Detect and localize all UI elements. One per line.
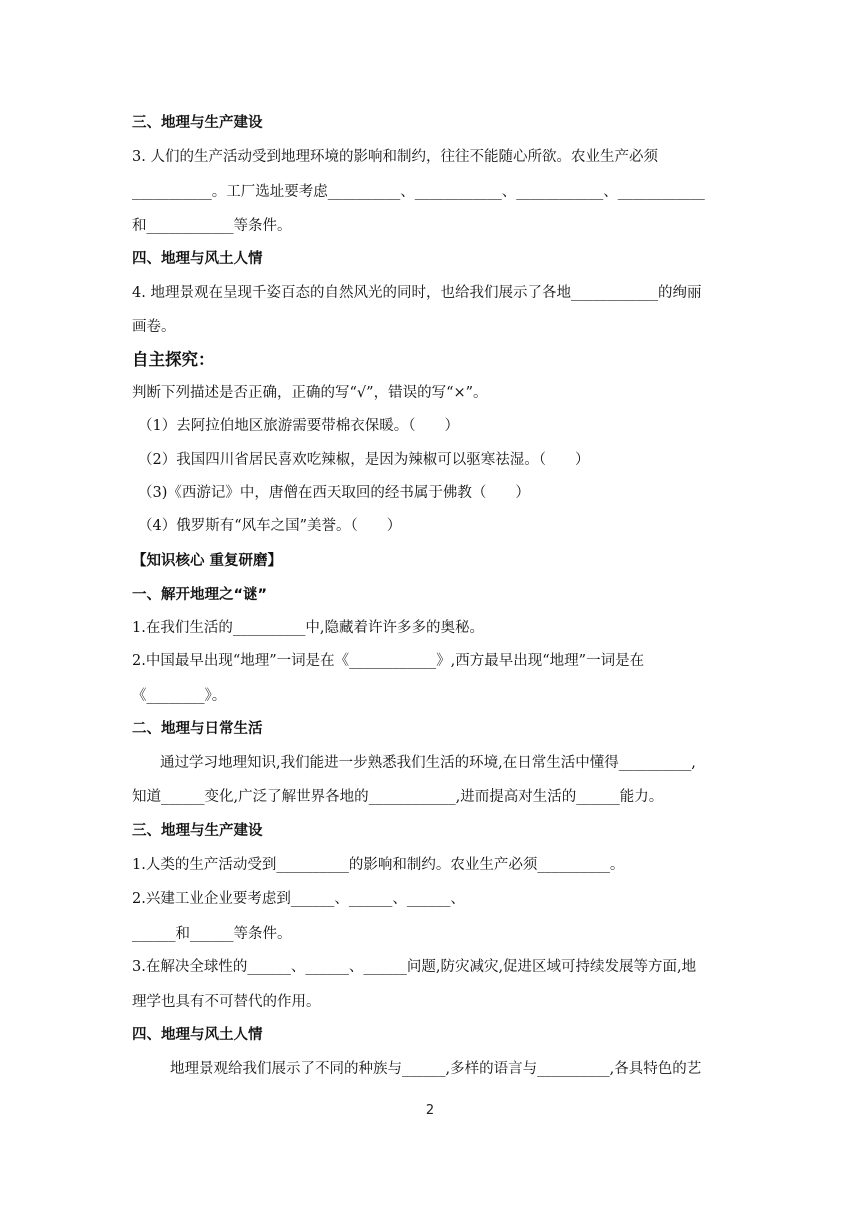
- daily-life-line-2: 知道______变化,广泛了解世界各地的____________,进而提高对生活的______能力。: [132, 789, 664, 805]
- page-number: 2: [425, 1103, 435, 1118]
- question-4-line-2: 画卷。: [132, 319, 176, 335]
- self-study-heading: 自主探究：: [132, 350, 215, 369]
- production-item-2-line-1: 2.兴建工业企业要考虑到______、______、______、: [132, 891, 465, 907]
- question-3-line-1: 3. 人们的生产活动受到地理环境的影响和制约，往往不能随心所欲。农业生产必须: [132, 149, 658, 165]
- judgement-instruction: 判断下列描述是否正确，正确的写“√”，错误的写“×”。: [132, 385, 488, 401]
- judgement-item-2: （2）我国四川省居民喜欢吃辣椒，是因为辣椒可以驱寒祛湿。（ ）: [138, 452, 590, 468]
- section-heading-mystery: 一、解开地理之“谜”: [132, 587, 268, 603]
- question-3-line-2: ___________。工厂选址要考虑__________、____________、____________、____________: [132, 184, 705, 200]
- production-item-3-line-2: 理学也具有不可替代的作用。: [132, 994, 321, 1010]
- production-item-2-line-2: ______和______等条件。: [132, 926, 292, 942]
- judgement-item-3: （3)《西游记》中，唐僧在西天取回的经书属于佛教（ ）: [138, 485, 530, 501]
- daily-life-line-1: 通过学习地理知识,我们能进一步熟悉我们生活的环境,在日常生活中懂得__________,: [160, 755, 696, 771]
- question-3-line-3: 和____________等条件。: [132, 218, 292, 234]
- section-heading-customs-core: 四、地理与风土人情: [132, 1027, 263, 1043]
- customs-core-line-1: 地理景观给我们展示了不同的种族与______,多样的语言与__________,各具特色的艺: [170, 1061, 702, 1077]
- core-item-1: 1.在我们生活的__________中,隐藏着许许多多的奥秘。: [132, 620, 484, 636]
- section-heading-production: 三、地理与生产建设: [132, 115, 263, 131]
- core-item-2-line-2: 《________》。: [132, 688, 227, 704]
- section-heading-production-core: 三、地理与生产建设: [132, 823, 263, 839]
- section-heading-daily-life: 二、地理与日常生活: [132, 721, 263, 737]
- judgement-item-1: （1）去阿拉伯地区旅游需要带棉衣保暖。（ ）: [138, 418, 459, 434]
- core-item-2-line-1: 2.中国最早出现“地理”一词是在《____________》,西方最早出现“地理”一词是在: [132, 653, 645, 669]
- knowledge-core-heading: 【知识核心 重复研磨】: [132, 553, 283, 569]
- question-4-line-1: 4. 地理景观在呈现千姿百态的自然风光的同时，也给我们展示了各地____________的绚丽: [132, 285, 702, 301]
- production-item-1: 1.人类的生产活动受到__________的影响和制约。农业生产必须__________。: [132, 857, 625, 873]
- section-heading-customs: 四、地理与风土人情: [132, 251, 263, 267]
- judgement-item-4: （4）俄罗斯有“风车之国”美誉。（ ）: [138, 518, 402, 534]
- production-item-3-line-1: 3.在解决全球性的______、______、______问题,防灾减灾,促进区域可持续发展等方面,地: [132, 959, 697, 975]
